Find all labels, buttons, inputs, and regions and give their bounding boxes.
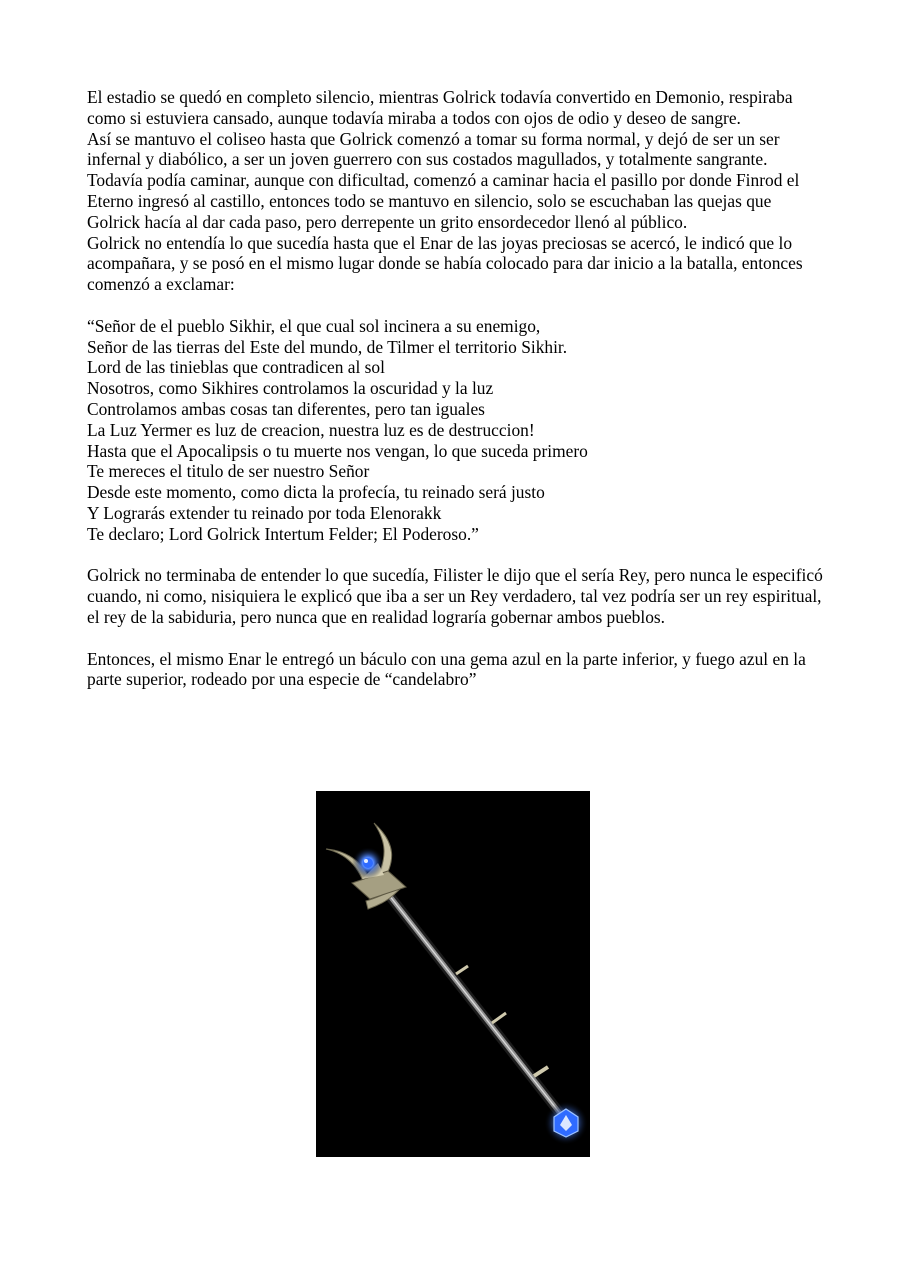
staff-image xyxy=(316,791,590,1157)
verse-line-10: Y Lograrás extender tu reinado por toda Elenorakk xyxy=(87,502,442,523)
paragraph-4: Golrick no entendía lo que sucedía hasta que el Enar de las joyas preciosas se acercó, le indicó que lo acompañara, y se posó en el mismo lugar donde se había colocado para dar inicio a la batalla, entonces comenzó a exclamar: xyxy=(87,232,803,295)
blank-line xyxy=(87,295,827,316)
paragraph-3: Todavía podía caminar, aunque con dificultad, comenzó a caminar hacia el pasillo por donde Finrod el Eterno ingresó al castillo, entonces todo se mantuvo en silencio, solo se escuchaban las quejas que Golrick hacía al dar cada paso, pero derrepente un grito ensordecedor llenó al público. xyxy=(87,170,800,232)
paragraph-closing: Entonces, el mismo Enar le entregó un báculo con una gema azul en la parte inferior, y fuego azul en la parte superior, rodeado por una especie de “candelabro” xyxy=(87,648,806,690)
paragraph-2: Así se mantuvo el coliseo hasta que Golrick comenzó a tomar su forma normal, y dejó de ser un ser infernal y diabólico, a ser un joven guerrero con sus costados magullados, y totalmente sangrante. xyxy=(87,128,780,170)
blank-line xyxy=(87,628,827,649)
verse-line-4: Nosotros, como Sikhires controlamos la oscuridad y la luz xyxy=(87,378,494,399)
verse-line-7: Hasta que el Apocalipsis o tu muerte nos vengan, lo que suceda primero xyxy=(87,440,588,461)
verse-line-6: La Luz Yermer es luz de creacion, nuestra luz es de destruccion! xyxy=(87,419,535,440)
verse-line-11: Te declaro; Lord Golrick Intertum Felder; El Poderoso.” xyxy=(87,523,479,544)
verse-line-5: Controlamos ambas cosas tan diferentes, pero tan iguales xyxy=(87,398,485,419)
verse-line-3: Lord de las tinieblas que contradicen al sol xyxy=(87,357,385,378)
proclamation-verse xyxy=(87,316,827,545)
paragraph-after-verse: Golrick no terminaba de entender lo que sucedía, Filister le dijo que el sería Rey, pero nunca le especificó cuando, ni como, nisiquiera le explicó que iba a ser un Rey verdadero, tal vez podría ser un rey espiritual, el rey de la sabiduria, pero nunca que en realidad lograría gobernar ambos pueblos. xyxy=(87,565,823,627)
verse-line-9: Desde este momento, como dicta la profecía, tu reinado será justo xyxy=(87,482,545,503)
verse-line-8: Te mereces el titulo de ser nuestro Señor xyxy=(87,461,370,482)
magic-staff-illustration xyxy=(316,791,590,1157)
verse-line-1: “Señor de el pueblo Sikhir, el que cual sol incinera a su enemigo, xyxy=(87,315,541,336)
paragraph-1: El estadio se quedó en completo silencio, mientras Golrick todavía convertido en Demonio, respiraba como si estuviera cansado, aunque todavía miraba a todos con ojos de odio y deseo de sangre. xyxy=(87,87,793,128)
story-text xyxy=(87,87,827,690)
verse-line-2: Señor de las tierras del Este del mundo, de Tilmer el territorio Sikhir. xyxy=(87,336,568,357)
blank-line xyxy=(87,545,827,566)
